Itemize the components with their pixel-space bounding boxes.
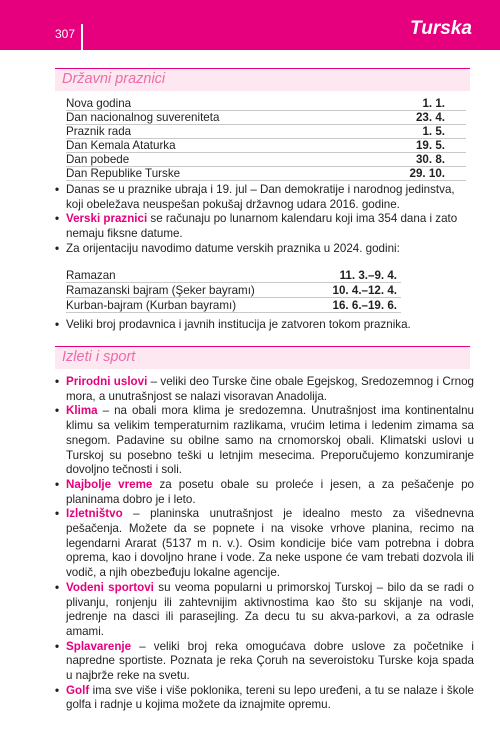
holiday-name: Dan Kemala Ataturka (66, 139, 358, 153)
bullet-icon: • (55, 639, 60, 653)
item-text: su veoma popularni u primorskoj Turskoj – bilo da se radi o plivanju, ronjenju ili zahtevnijim aktivnostima kao što su skijanje na vodi, jedrenje na dasci ili parasejling. Za decu tu su akva-parkovi, a za odrasle amami. (66, 580, 474, 638)
holiday-date: 1. 5. (358, 125, 466, 139)
holiday-date: 16. 6.–19. 6. (312, 298, 401, 313)
table-row (66, 153, 466, 167)
bullet-icon: • (55, 507, 60, 521)
item-text: – veliki deo Turske čine obale Egejskog, Sredozemnog i Crnog mora, a unutrašnjost se nalazi visoravan Anadolija. (66, 375, 474, 403)
item-text: – na obali mora klima je sredozemna. Unutrašnjost ima kontinentalnu klimu sa velikim temperaturnim razlikama, vrućim letima i ledenim zimama sa snegom. Padavine su obilne samo na crnomorskoj obali. Klimatski uslovi u Turskoj su posebno teški u letnjim mesecima. Preporučujemo konzumiranje dovoljno tečnosti i soli. (66, 404, 474, 477)
table-row (66, 298, 401, 313)
header-divider (81, 24, 83, 50)
highlight-term: Klima (66, 404, 98, 418)
table-row (66, 268, 401, 283)
list-item (0, 212, 474, 241)
table-row (66, 111, 466, 125)
holiday-name: Ramazan (66, 268, 312, 283)
section-title: Izleti i sport (62, 349, 136, 365)
list-item (0, 183, 474, 212)
note-text: Za orijentaciju navodimo datume verskih praznika u 2024. godini: (66, 241, 400, 255)
page-header (0, 0, 500, 50)
holiday-date: 23. 4. (358, 111, 466, 125)
section-title: Državni praznici (62, 71, 166, 87)
item-text: – veliki broj reka omogućava dobre uslove za početnike i napredne sportiste. Poznata je reka Çoruh na severoistoku Turske koja spada u najbrže reke na svetu. (66, 639, 474, 683)
holiday-name: Kurban-bajram (Kurban bayramı) (66, 298, 312, 313)
holiday-name: Dan Republike Turske (66, 167, 358, 181)
table-row (66, 167, 466, 181)
holiday-date: 1. 1. (358, 97, 466, 111)
list-item (0, 581, 474, 640)
bullet-icon: • (55, 241, 60, 255)
holiday-name: Praznik rada (66, 125, 358, 139)
section-header-holidays (55, 68, 470, 91)
highlight-term: Splavarenje (66, 639, 132, 653)
closing-note-list (0, 318, 474, 333)
list-item (0, 507, 474, 581)
holidays-notes-list (0, 183, 474, 257)
holiday-name: Nova godina (66, 97, 358, 111)
highlight-term: Prirodni uslovi (66, 375, 148, 388)
list-item (0, 640, 474, 684)
list-item (0, 684, 474, 713)
highlight-term: Izletništvo (66, 507, 123, 521)
table-row (66, 97, 466, 111)
bullet-icon: • (55, 375, 60, 388)
holiday-name: Dan nacionalnog suvereniteta (66, 111, 358, 125)
list-item (0, 404, 474, 478)
highlight-term: Vodeni sportovi (66, 580, 154, 594)
bullet-icon: • (55, 212, 60, 226)
holiday-date: 19. 5. (358, 139, 466, 153)
list-item (0, 478, 474, 507)
note-text: se računaju po lunarnom kalendaru koji ima 354 dana i zato nemaju fiksne datume. (66, 212, 458, 241)
highlight-term: Golf (66, 683, 90, 697)
table-row (66, 139, 466, 153)
item-text: – planinska unutrašnjost je idealno mesto za višednevna pešačenja. Možete da se popnete i na visoke vrhove planina, recimo na legendarni Ararat (5137 m n. v.). Osim kondicije biće vam potrebna i dobra oprema, kao i dovoljno hrane i vode. Za neke uspone će vam trebati dozvola ili vodič, a njih obezbeđuju lokalne agencije. (66, 507, 474, 580)
bullet-icon: • (55, 318, 60, 331)
holidays-table (66, 97, 466, 181)
bullet-icon: • (55, 683, 60, 697)
holiday-date: 30. 8. (358, 153, 466, 167)
page-number: 307 (55, 27, 76, 41)
table-row (66, 283, 401, 298)
note-text: Veliki broj prodavnica i javnih institucija je zatvoren tokom praznika. (66, 318, 411, 331)
highlight-term: Verski praznici (66, 212, 148, 226)
list-item (0, 242, 474, 257)
holiday-name: Ramazanski bajram (Şeker bayramı) (66, 283, 312, 298)
bullet-icon: • (55, 580, 60, 594)
list-item (0, 375, 474, 404)
table-row (66, 125, 466, 139)
list-item (0, 318, 474, 333)
note-text: Danas se u praznike ubraja i 19. jul – Dan demokratije i narodnog jedinstva, koji obeležava neuspešan pokušaj državnog udara 2016. godine. (66, 183, 455, 211)
holiday-date: 29. 10. (358, 167, 466, 181)
bullet-icon: • (55, 404, 60, 418)
bullet-icon: • (55, 183, 60, 196)
chapter-title: Turska (410, 18, 472, 39)
item-text: ima sve više i više poklonika, tereni su lepo uređeni, a tu se nalaze i škole golfa i radnje u kojima možete da iznajmite opremu. (66, 683, 474, 712)
highlight-term: Najbolje vreme (66, 477, 153, 491)
holiday-name: Dan pobede (66, 153, 358, 167)
sport-list (0, 375, 474, 713)
religious-holidays-table (66, 268, 401, 313)
holiday-date: 10. 4.–12. 4. (312, 283, 401, 298)
section-header-sport (55, 346, 470, 369)
holiday-date: 11. 3.–9. 4. (312, 268, 401, 283)
bullet-icon: • (55, 477, 60, 491)
item-text: za posetu obale su proleće i jesen, a za pešačenje po planinama dobro je i leto. (66, 477, 474, 506)
